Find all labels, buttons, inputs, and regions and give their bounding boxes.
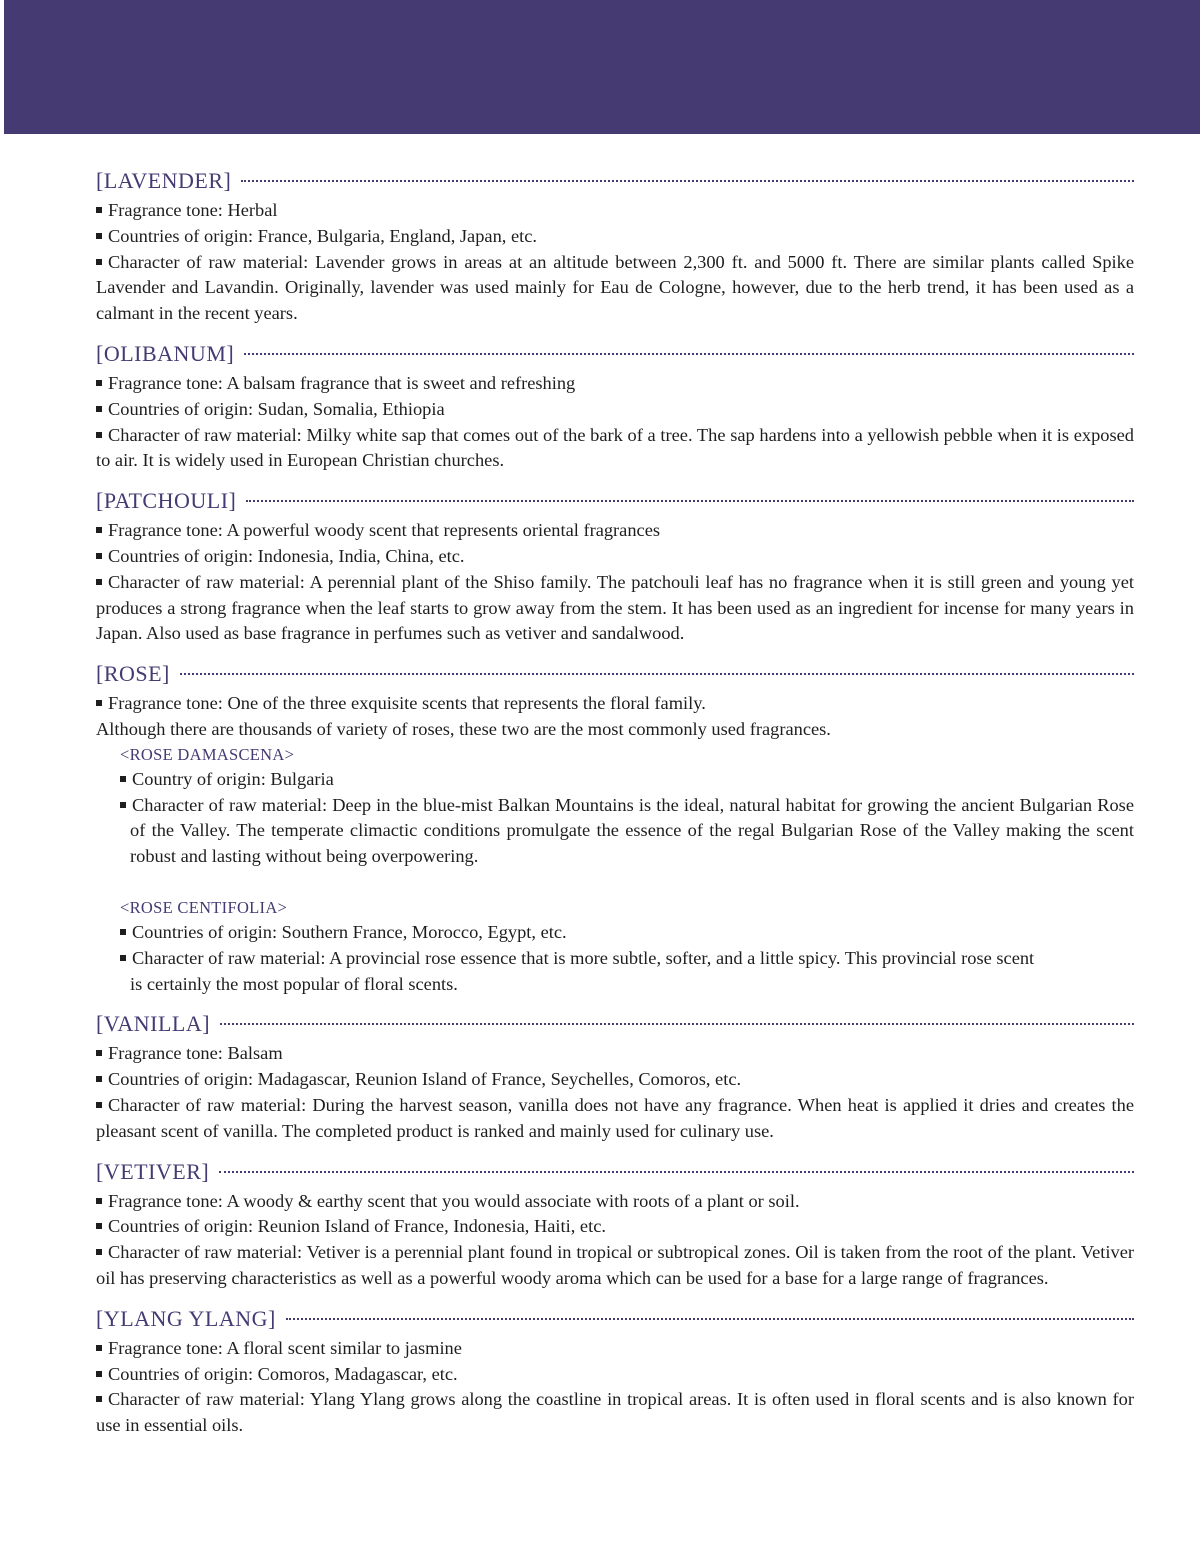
- bullet-icon: [96, 432, 102, 438]
- section-title: [YLANG YLANG]: [96, 1305, 276, 1331]
- dotted-rule: [241, 180, 1134, 182]
- origin-text: Countries of origin: Sudan, Somalia, Ethiopia: [108, 398, 445, 419]
- countries-of-origin: [96, 397, 1134, 423]
- section-lavender: [96, 168, 1134, 327]
- bullet-icon: [120, 802, 126, 808]
- fragrance-tone: [96, 371, 1134, 397]
- bullet-icon: [96, 1102, 102, 1108]
- bullet-icon: [96, 233, 102, 239]
- raw-material-character: [96, 423, 1134, 475]
- origin-text: Countries of origin: Southern France, Morocco, Egypt, etc.: [132, 921, 567, 942]
- section-header: [96, 1011, 1134, 1041]
- section-title: [VETIVER]: [96, 1158, 210, 1184]
- character-text: Character of raw material: During the harvest season, vanilla does not have any fragrance. When heat is applied it dries and creates the pleasant scent of vanilla. The completed product is ranked and mainly used for culinary use.: [96, 1094, 1134, 1141]
- bullet-icon: [96, 1396, 102, 1402]
- bullet-icon: [96, 1223, 102, 1229]
- subsection-rose-damascena: [120, 743, 1134, 870]
- section-title: [OLIBANUM]: [96, 340, 235, 366]
- bullet-icon: [96, 1198, 102, 1204]
- countries-of-origin: [96, 1362, 1134, 1388]
- fragrance-tone-text: Fragrance tone: A powerful woody scent that represents oriental fragrances: [108, 520, 661, 541]
- raw-material-character: [96, 1240, 1134, 1292]
- raw-material-character: [96, 570, 1134, 647]
- dotted-rule: [180, 673, 1134, 675]
- raw-material-character: [96, 1093, 1134, 1145]
- countries-of-origin: [96, 544, 1134, 570]
- fragrance-tone: [96, 518, 1134, 544]
- fragrance-tone: [96, 1336, 1134, 1362]
- bullet-icon: [96, 1076, 102, 1082]
- bullet-icon: [96, 1050, 102, 1056]
- raw-material-character: [96, 250, 1134, 327]
- bullet-icon: [96, 579, 102, 585]
- section-title: [LAVENDER]: [96, 168, 232, 193]
- bullet-icon: [96, 700, 102, 706]
- origin-text: Countries of origin: Madagascar, Reunion Island of France, Seychelles, Comoros, etc.: [108, 1069, 742, 1090]
- raw-material-character: [120, 946, 1134, 998]
- section-header: [96, 1159, 1134, 1189]
- countries-of-origin: [96, 224, 1134, 250]
- dotted-rule: [244, 353, 1134, 355]
- character-text: Character of raw material: Vetiver is a perennial plant found in tropical or subtropical zones. Oil is taken from the root of the plant. Vetiver oil has preserving characteristics as well as a powerful woody aroma which can be used for a base for a large range of fragrances.: [96, 1242, 1134, 1288]
- origin-text: Countries of origin: Reunion Island of France, Indonesia, Haiti, etc.: [108, 1216, 606, 1237]
- bullet-icon: [120, 955, 126, 961]
- bullet-icon: [96, 1345, 102, 1351]
- bullet-icon: [120, 776, 126, 782]
- subsection-rose-centifolia: [120, 896, 1134, 997]
- bullet-icon: [96, 207, 102, 213]
- character-text: Character of raw material: Ylang Ylang grows along the coastline in tropical areas. It is often used in floral scents and is also known for use in essential oils.: [96, 1389, 1134, 1436]
- section-header: [96, 168, 1134, 198]
- fragrance-list: [96, 168, 1134, 1453]
- section-header: [96, 661, 1134, 691]
- origin-text: Country of origin: Bulgaria: [132, 768, 334, 789]
- bullet-icon: [96, 380, 102, 386]
- fragrance-tone-text: Fragrance tone: A woody & earthy scent that you would associate with roots of a plant or soil.: [108, 1190, 800, 1211]
- subsection-title: <ROSE DAMASCENA>: [120, 744, 295, 764]
- section-header: [96, 1306, 1134, 1336]
- bullet-icon: [96, 553, 102, 559]
- subsection-title: <ROSE CENTIFOLIA>: [120, 897, 288, 917]
- fragrance-tone-text: Fragrance tone: One of the three exquisite scents that represents the floral family.: [108, 693, 706, 714]
- origin-text: Countries of origin: France, Bulgaria, England, Japan, etc.: [108, 225, 538, 246]
- character-text: Character of raw material: Deep in the blue-mist Balkan Mountains is the ideal, natural habitat for growing the ancient Bulgarian Rose of the Valley. The temperate climactic conditions promulgate the essence of the regal Bulgarian Rose of the Valley making the scent robust and lasting without being overpowering.: [130, 794, 1134, 867]
- section-rose: [96, 661, 1134, 997]
- dotted-rule: [219, 1171, 1134, 1173]
- dotted-rule: [246, 500, 1134, 502]
- section-title: [ROSE]: [96, 661, 170, 687]
- fragrance-tone-text: Fragrance tone: Balsam: [108, 1043, 283, 1064]
- bullet-icon: [96, 527, 102, 533]
- raw-material-character: [120, 793, 1134, 870]
- origin-text: Countries of origin: Comoros, Madagascar, etc.: [108, 1363, 458, 1384]
- section-vetiver: [96, 1159, 1134, 1292]
- bullet-icon: [96, 259, 102, 265]
- character-text: Character of raw material: A provincial rose essence that is more subtle, softer, and a little spicy. This provincial rose scent is certainly the most popular of floral scents.: [130, 947, 1035, 994]
- character-text: Character of raw material: Milky white sap that comes out of the bark of a tree. The sap hardens into a yellowish pebble when it is exposed to air. It is widely used in European Christian churches.: [96, 424, 1134, 471]
- bullet-icon: [120, 929, 126, 935]
- fragrance-tone: [96, 198, 1134, 224]
- fragrance-tone-text: Fragrance tone: A balsam fragrance that is sweet and refreshing: [108, 372, 576, 393]
- fragrance-tone-text: Fragrance tone: Herbal: [108, 200, 278, 220]
- header-banner: [4, 0, 1200, 134]
- section-header: [96, 341, 1134, 371]
- section-ylang-ylang: [96, 1306, 1134, 1439]
- fragrance-tone: [96, 1189, 1134, 1215]
- spacer: [96, 870, 1134, 896]
- bullet-icon: [96, 1371, 102, 1377]
- section-patchouli: [96, 488, 1134, 647]
- fragrance-tone: [96, 691, 1134, 717]
- bullet-icon: [96, 406, 102, 412]
- countries-of-origin: [96, 1067, 1134, 1093]
- bullet-icon: [96, 1249, 102, 1255]
- character-text: Character of raw material: A perennial plant of the Shiso family. The patchouli leaf has no fragrance when it is still green and young yet produces a strong fragrance when the leaf starts to grow away from the stem. It has been used as an ingredient for incense for many years in Japan. Also used as base fragrance in perfumes such as vetiver and sandalwood.: [96, 571, 1134, 644]
- fragrance-tone: [96, 1041, 1134, 1067]
- section-title: [PATCHOULI]: [96, 488, 237, 514]
- dotted-rule: [286, 1318, 1134, 1320]
- rose-intro: Although there are thousands of variety of roses, these two are the most commonly used fragrances.: [96, 718, 831, 739]
- raw-material-character: [96, 1387, 1134, 1439]
- section-vanilla: [96, 1011, 1134, 1144]
- section-title: [VANILLA]: [96, 1011, 211, 1037]
- section-header: [96, 488, 1134, 518]
- countries-of-origin: [120, 920, 1134, 946]
- fragrance-tone-text: Fragrance tone: A floral scent similar to jasmine: [108, 1337, 462, 1358]
- countries-of-origin: [120, 767, 1134, 793]
- section-olibanum: [96, 341, 1134, 474]
- countries-of-origin: [96, 1214, 1134, 1240]
- character-text: Character of raw material: Lavender grows in areas at an altitude between 2,300 ft. and 5000 ft. There are similar plants called Spike Lavender and Lavandin. Originally, lavender was used mainly for Eau de Cologne, however, due to the herb trend, it has been used as a calmant in the recent years.: [96, 251, 1134, 324]
- origin-text: Countries of origin: Indonesia, India, China, etc.: [108, 545, 465, 566]
- dotted-rule: [220, 1023, 1134, 1025]
